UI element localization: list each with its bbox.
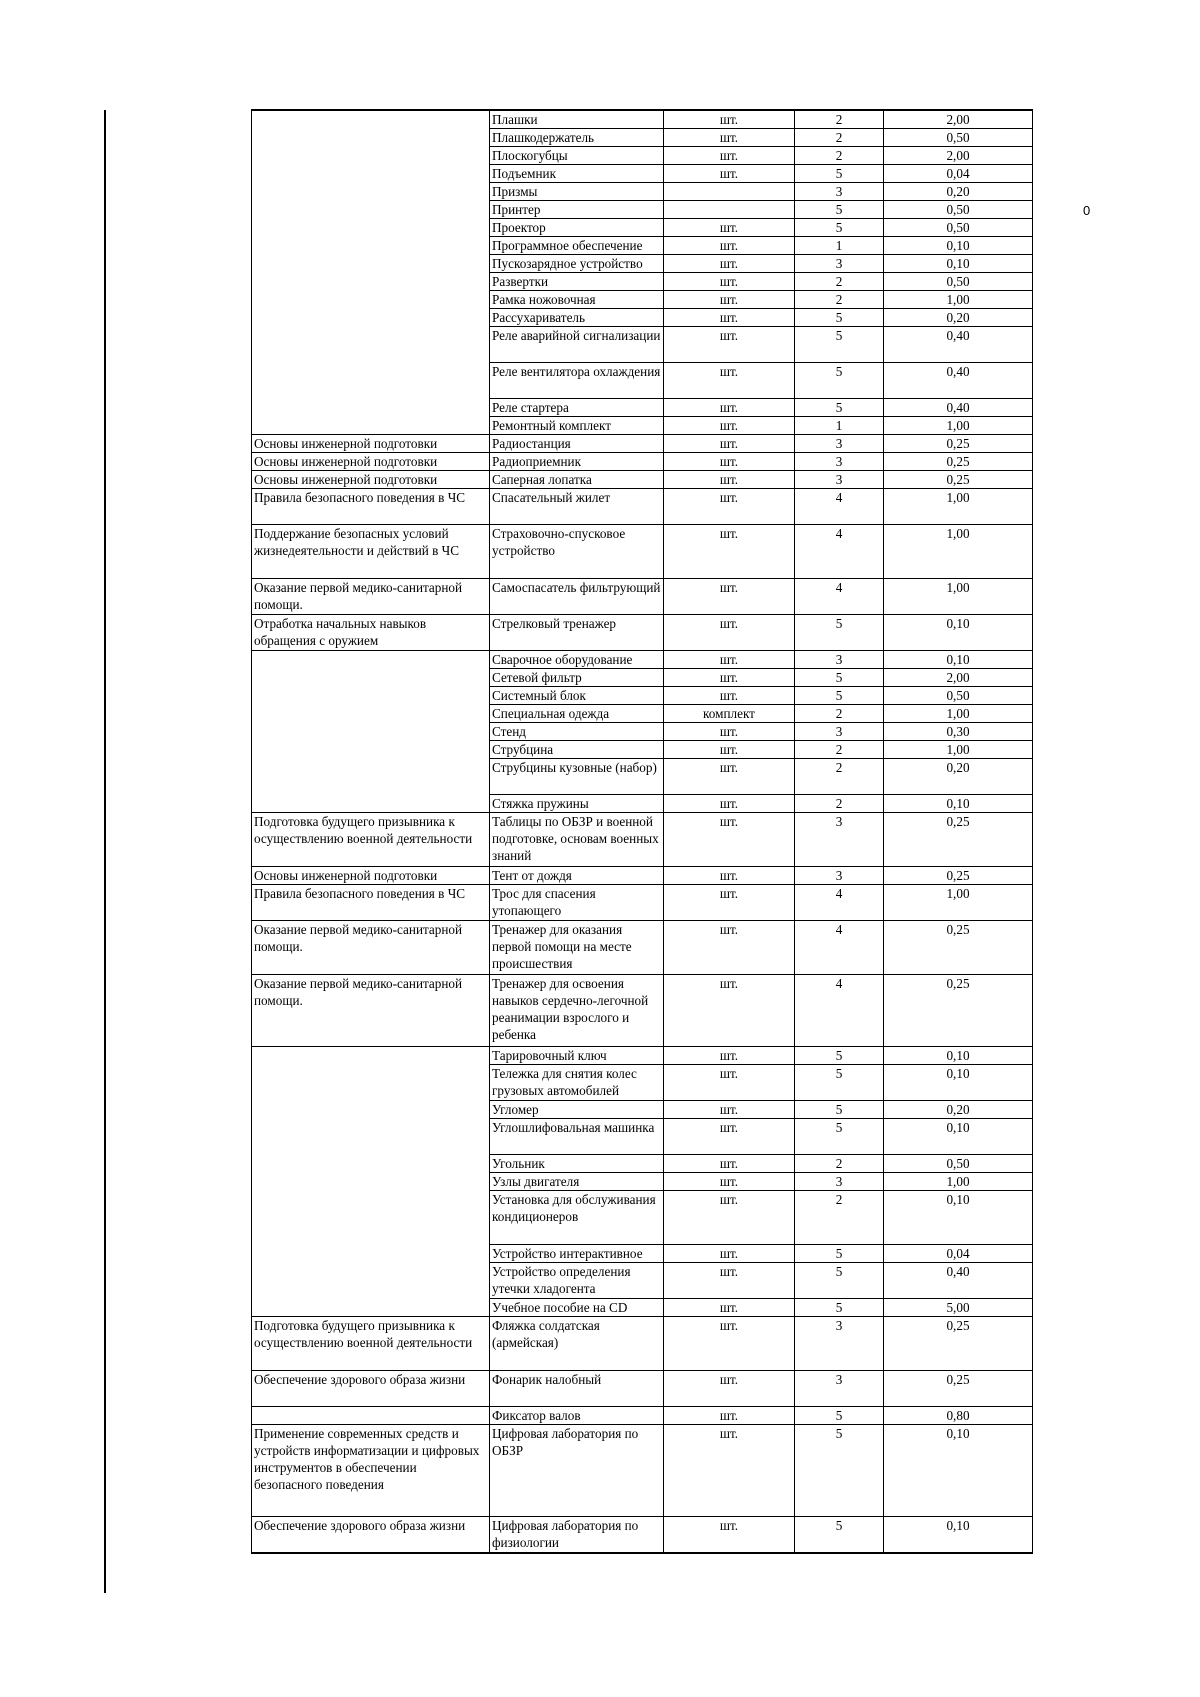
item-name-cell: Стенд <box>490 723 664 741</box>
quantity-cell: 5 <box>795 363 884 399</box>
item-name-cell: Сетевой фильтр <box>490 669 664 687</box>
item-name-cell: Рассухариватель <box>490 309 664 327</box>
coefficient-cell: 0,04 <box>884 1245 1033 1263</box>
table-row <box>252 435 1033 453</box>
item-name-cell: Специальная одежда <box>490 705 664 723</box>
item-name-cell: Тент от дождя <box>490 867 664 885</box>
unit-cell: шт. <box>664 237 795 255</box>
coefficient-cell: 0,10 <box>884 1191 1033 1245</box>
coefficient-cell: 1,00 <box>884 1173 1033 1191</box>
coefficient-cell: 0,25 <box>884 453 1033 471</box>
unit-cell: шт. <box>664 219 795 237</box>
coefficient-cell: 1,00 <box>884 417 1033 435</box>
item-name-cell: Тележка для снятия колес грузовых автомобилей <box>490 1065 664 1101</box>
section-cell: Оказание первой медико-санитарной помощи. <box>252 975 490 1047</box>
section-cell: Оказание первой медико-санитарной помощи. <box>252 921 490 975</box>
quantity-cell: 3 <box>795 723 884 741</box>
coefficient-cell: 0,25 <box>884 1371 1033 1407</box>
unit-cell: шт. <box>664 417 795 435</box>
quantity-cell: 5 <box>795 1245 884 1263</box>
quantity-cell: 3 <box>795 453 884 471</box>
table-row <box>252 525 1033 579</box>
item-name-cell: Фонарик налобный <box>490 1371 664 1407</box>
item-name-cell: Реле вентилятора охлаждения <box>490 363 664 399</box>
item-name-cell: Угольник <box>490 1155 664 1173</box>
unit-cell: шт. <box>664 165 795 183</box>
coefficient-cell: 2,00 <box>884 147 1033 165</box>
unit-cell: шт. <box>664 813 795 867</box>
quantity-cell: 5 <box>795 1517 884 1553</box>
coefficient-cell: 0,25 <box>884 813 1033 867</box>
table-row <box>252 1425 1033 1517</box>
coefficient-cell: 0,40 <box>884 327 1033 363</box>
quantity-cell: 5 <box>795 1119 884 1155</box>
item-name-cell: Тарировочный ключ <box>490 1047 664 1065</box>
item-name-cell: Струбцины кузовные (набор) <box>490 759 664 795</box>
unit-cell: шт. <box>664 1371 795 1407</box>
coefficient-cell: 0,25 <box>884 975 1033 1047</box>
quantity-cell: 4 <box>795 885 884 921</box>
quantity-cell: 2 <box>795 705 884 723</box>
quantity-cell: 5 <box>795 615 884 651</box>
unit-cell: шт. <box>664 1047 795 1065</box>
margin-mark: 0 <box>1083 203 1091 218</box>
unit-cell <box>664 201 795 219</box>
coefficient-cell: 0,50 <box>884 687 1033 705</box>
table-row <box>252 1407 1033 1425</box>
table-row <box>252 867 1033 885</box>
item-name-cell: Узлы двигателя <box>490 1173 664 1191</box>
section-cell: Основы инженерной подготовки <box>252 453 490 471</box>
coefficient-cell: 0,50 <box>884 219 1033 237</box>
table-row <box>252 921 1033 975</box>
section-cell: Применение современных средств и устройств информатизации и цифровых инструментов в обеспечении безопасного поведения <box>252 1425 490 1517</box>
item-name-cell: Подъемник <box>490 165 664 183</box>
section-cell: Подготовка будущего призывника к осуществлению военной деятельности <box>252 813 490 867</box>
item-name-cell: Самоспасатель фильтрующий <box>490 579 664 615</box>
item-name-cell: Системный блок <box>490 687 664 705</box>
coefficient-cell: 0,10 <box>884 1425 1033 1517</box>
coefficient-cell: 0,10 <box>884 255 1033 273</box>
quantity-cell: 5 <box>795 327 884 363</box>
item-name-cell: Учебное пособие на CD <box>490 1299 664 1317</box>
section-cell: Правила безопасного поведения в ЧС <box>252 489 490 525</box>
coefficient-cell: 1,00 <box>884 489 1033 525</box>
item-name-cell: Плашки <box>490 110 664 129</box>
item-name-cell: Призмы <box>490 183 664 201</box>
table-row <box>252 1371 1033 1407</box>
item-name-cell: Ремонтный комплект <box>490 417 664 435</box>
unit-cell: шт. <box>664 795 795 813</box>
item-name-cell: Реле аварийной сигнализации <box>490 327 664 363</box>
item-name-cell: Углошлифовальная машинка <box>490 1119 664 1155</box>
item-name-cell: Программное обеспечение <box>490 237 664 255</box>
coefficient-cell: 0,50 <box>884 273 1033 291</box>
coefficient-cell: 0,80 <box>884 1407 1033 1425</box>
unit-cell: шт. <box>664 975 795 1047</box>
unit-cell: шт. <box>664 1245 795 1263</box>
coefficient-cell: 1,00 <box>884 885 1033 921</box>
coefficient-cell: 0,20 <box>884 1101 1033 1119</box>
section-cell: Обеспечение здорового образа жизни <box>252 1517 490 1553</box>
quantity-cell: 3 <box>795 183 884 201</box>
unit-cell: шт. <box>664 273 795 291</box>
table-row <box>252 813 1033 867</box>
quantity-cell: 3 <box>795 1317 884 1371</box>
item-name-cell: Страховочно-спусковое устройство <box>490 525 664 579</box>
unit-cell: шт. <box>664 435 795 453</box>
section-cell: Обеспечение здорового образа жизни <box>252 1371 490 1407</box>
unit-cell: шт. <box>664 651 795 669</box>
item-name-cell: Стрелковый тренажер <box>490 615 664 651</box>
coefficient-cell: 1,00 <box>884 579 1033 615</box>
unit-cell: шт. <box>664 489 795 525</box>
quantity-cell: 2 <box>795 147 884 165</box>
quantity-cell: 5 <box>795 669 884 687</box>
coefficient-cell: 0,25 <box>884 435 1033 453</box>
coefficient-cell: 0,50 <box>884 129 1033 147</box>
coefficient-cell: 0,25 <box>884 471 1033 489</box>
coefficient-cell: 0,25 <box>884 1317 1033 1371</box>
coefficient-cell: 0,10 <box>884 795 1033 813</box>
coefficient-cell: 0,10 <box>884 615 1033 651</box>
unit-cell: шт. <box>664 669 795 687</box>
item-name-cell: Стяжка пружины <box>490 795 664 813</box>
coefficient-cell: 0,10 <box>884 651 1033 669</box>
unit-cell: шт. <box>664 1263 795 1299</box>
section-cell <box>252 1047 490 1317</box>
unit-cell: шт. <box>664 110 795 129</box>
unit-cell: шт. <box>664 921 795 975</box>
quantity-cell: 5 <box>795 1047 884 1065</box>
coefficient-cell: 0,20 <box>884 309 1033 327</box>
table-row <box>252 1317 1033 1371</box>
table-row <box>252 975 1033 1047</box>
item-name-cell: Устройство определения утечки хладогента <box>490 1263 664 1299</box>
coefficient-cell: 0,25 <box>884 921 1033 975</box>
equipment-table-body <box>252 110 1033 1553</box>
unit-cell: шт. <box>664 741 795 759</box>
item-name-cell: Радиоприемник <box>490 453 664 471</box>
quantity-cell: 3 <box>795 813 884 867</box>
section-cell: Подготовка будущего призывника к осуществлению военной деятельности <box>252 1317 490 1371</box>
unit-cell: шт. <box>664 255 795 273</box>
quantity-cell: 5 <box>795 1101 884 1119</box>
quantity-cell: 5 <box>795 201 884 219</box>
unit-cell: шт. <box>664 1173 795 1191</box>
quantity-cell: 4 <box>795 579 884 615</box>
item-name-cell: Проектор <box>490 219 664 237</box>
item-name-cell: Спасательный жилет <box>490 489 664 525</box>
table-row <box>252 579 1033 615</box>
quantity-cell: 4 <box>795 489 884 525</box>
section-cell: Поддержание безопасных условий жизнедеятельности и действий в ЧС <box>252 525 490 579</box>
section-cell <box>252 1407 490 1425</box>
item-name-cell: Таблицы по ОБЗР и военной подготовке, основам военных знаний <box>490 813 664 867</box>
table-row <box>252 110 1033 129</box>
quantity-cell: 5 <box>795 687 884 705</box>
quantity-cell: 3 <box>795 255 884 273</box>
unit-cell: шт. <box>664 399 795 417</box>
item-name-cell: Установка для обслуживания кондиционеров <box>490 1191 664 1245</box>
coefficient-cell: 0,10 <box>884 1119 1033 1155</box>
quantity-cell: 4 <box>795 921 884 975</box>
unit-cell: шт. <box>664 363 795 399</box>
item-name-cell: Угломер <box>490 1101 664 1119</box>
unit-cell: шт. <box>664 129 795 147</box>
section-cell <box>252 110 490 435</box>
item-name-cell: Фляжка солдатская (армейская) <box>490 1317 664 1371</box>
section-cell: Основы инженерной подготовки <box>252 435 490 453</box>
unit-cell: шт. <box>664 327 795 363</box>
item-name-cell: Трос для спасения утопающего <box>490 885 664 921</box>
section-cell: Основы инженерной подготовки <box>252 867 490 885</box>
unit-cell: шт. <box>664 723 795 741</box>
quantity-cell: 2 <box>795 110 884 129</box>
coefficient-cell: 0,25 <box>884 867 1033 885</box>
item-name-cell: Цифровая лаборатория по ОБЗР <box>490 1425 664 1517</box>
quantity-cell: 5 <box>795 1299 884 1317</box>
item-name-cell: Плашкодержатель <box>490 129 664 147</box>
unit-cell: комплект <box>664 705 795 723</box>
unit-cell: шт. <box>664 1119 795 1155</box>
unit-cell: шт. <box>664 1317 795 1371</box>
coefficient-cell: 0,20 <box>884 183 1033 201</box>
item-name-cell: Сварочное оборудование <box>490 651 664 669</box>
coefficient-cell: 2,00 <box>884 110 1033 129</box>
coefficient-cell: 1,00 <box>884 705 1033 723</box>
item-name-cell: Принтер <box>490 201 664 219</box>
item-name-cell: Радиостанция <box>490 435 664 453</box>
item-name-cell: Струбцина <box>490 741 664 759</box>
coefficient-cell: 0,40 <box>884 363 1033 399</box>
quantity-cell: 5 <box>795 165 884 183</box>
unit-cell: шт. <box>664 525 795 579</box>
table-row <box>252 651 1033 669</box>
unit-cell: шт. <box>664 687 795 705</box>
item-name-cell: Устройство интерактивное <box>490 1245 664 1263</box>
quantity-cell: 3 <box>795 651 884 669</box>
item-name-cell: Пускозарядное устройство <box>490 255 664 273</box>
quantity-cell: 4 <box>795 525 884 579</box>
quantity-cell: 2 <box>795 1155 884 1173</box>
table-row <box>252 471 1033 489</box>
unit-cell: шт. <box>664 453 795 471</box>
unit-cell <box>664 183 795 201</box>
coefficient-cell: 0,40 <box>884 1263 1033 1299</box>
quantity-cell: 5 <box>795 1263 884 1299</box>
coefficient-cell: 0,30 <box>884 723 1033 741</box>
item-name-cell: Тренажер для освоения навыков сердечно-легочной реанимации взрослого и ребенка <box>490 975 664 1047</box>
unit-cell: шт. <box>664 1101 795 1119</box>
unit-cell: шт. <box>664 1299 795 1317</box>
quantity-cell: 3 <box>795 471 884 489</box>
unit-cell: шт. <box>664 1065 795 1101</box>
quantity-cell: 2 <box>795 273 884 291</box>
item-name-cell: Плоскогубцы <box>490 147 664 165</box>
table-row <box>252 1047 1033 1065</box>
coefficient-cell: 5,00 <box>884 1299 1033 1317</box>
coefficient-cell: 2,00 <box>884 669 1033 687</box>
quantity-cell: 3 <box>795 1173 884 1191</box>
coefficient-cell: 0,50 <box>884 1155 1033 1173</box>
item-name-cell: Реле стартера <box>490 399 664 417</box>
quantity-cell: 1 <box>795 417 884 435</box>
unit-cell: шт. <box>664 579 795 615</box>
coefficient-cell: 0,20 <box>884 759 1033 795</box>
quantity-cell: 2 <box>795 291 884 309</box>
coefficient-cell: 0,10 <box>884 237 1033 255</box>
section-cell: Отработка начальных навыков обращения с оружием <box>252 615 490 651</box>
left-margin-rule <box>104 110 106 1593</box>
item-name-cell: Фиксатор валов <box>490 1407 664 1425</box>
table-row <box>252 453 1033 471</box>
coefficient-cell: 0,50 <box>884 201 1033 219</box>
quantity-cell: 2 <box>795 759 884 795</box>
item-name-cell: Развертки <box>490 273 664 291</box>
quantity-cell: 5 <box>795 399 884 417</box>
coefficient-cell: 0,04 <box>884 165 1033 183</box>
coefficient-cell: 1,00 <box>884 291 1033 309</box>
unit-cell: шт. <box>664 867 795 885</box>
quantity-cell: 5 <box>795 1407 884 1425</box>
unit-cell: шт. <box>664 759 795 795</box>
unit-cell: шт. <box>664 309 795 327</box>
item-name-cell: Рамка ножовочная <box>490 291 664 309</box>
quantity-cell: 4 <box>795 975 884 1047</box>
quantity-cell: 3 <box>795 435 884 453</box>
quantity-cell: 2 <box>795 1191 884 1245</box>
item-name-cell: Цифровая лаборатория по физиологии <box>490 1517 664 1553</box>
quantity-cell: 1 <box>795 237 884 255</box>
quantity-cell: 5 <box>795 1065 884 1101</box>
coefficient-cell: 0,10 <box>884 1047 1033 1065</box>
unit-cell: шт. <box>664 885 795 921</box>
table-row <box>252 1517 1033 1553</box>
coefficient-cell: 1,00 <box>884 525 1033 579</box>
coefficient-cell: 0,40 <box>884 399 1033 417</box>
quantity-cell: 2 <box>795 741 884 759</box>
item-name-cell: Тренажер для оказания первой помощи на месте происшествия <box>490 921 664 975</box>
quantity-cell: 3 <box>795 867 884 885</box>
coefficient-cell: 0,10 <box>884 1517 1033 1553</box>
unit-cell: шт. <box>664 1425 795 1517</box>
unit-cell: шт. <box>664 1155 795 1173</box>
quantity-cell: 2 <box>795 795 884 813</box>
quantity-cell: 2 <box>795 129 884 147</box>
equipment-table <box>251 109 1033 1554</box>
unit-cell: шт. <box>664 1407 795 1425</box>
unit-cell: шт. <box>664 1517 795 1553</box>
unit-cell: шт. <box>664 471 795 489</box>
unit-cell: шт. <box>664 615 795 651</box>
quantity-cell: 3 <box>795 1371 884 1407</box>
unit-cell: шт. <box>664 291 795 309</box>
table-row <box>252 615 1033 651</box>
unit-cell: шт. <box>664 147 795 165</box>
quantity-cell: 5 <box>795 219 884 237</box>
table-row <box>252 489 1033 525</box>
item-name-cell: Саперная лопатка <box>490 471 664 489</box>
unit-cell: шт. <box>664 1191 795 1245</box>
coefficient-cell: 0,10 <box>884 1065 1033 1101</box>
coefficient-cell: 1,00 <box>884 741 1033 759</box>
section-cell: Основы инженерной подготовки <box>252 471 490 489</box>
quantity-cell: 5 <box>795 309 884 327</box>
section-cell: Оказание первой медико-санитарной помощи. <box>252 579 490 615</box>
table-row <box>252 885 1033 921</box>
section-cell <box>252 651 490 813</box>
quantity-cell: 5 <box>795 1425 884 1517</box>
section-cell: Правила безопасного поведения в ЧС <box>252 885 490 921</box>
